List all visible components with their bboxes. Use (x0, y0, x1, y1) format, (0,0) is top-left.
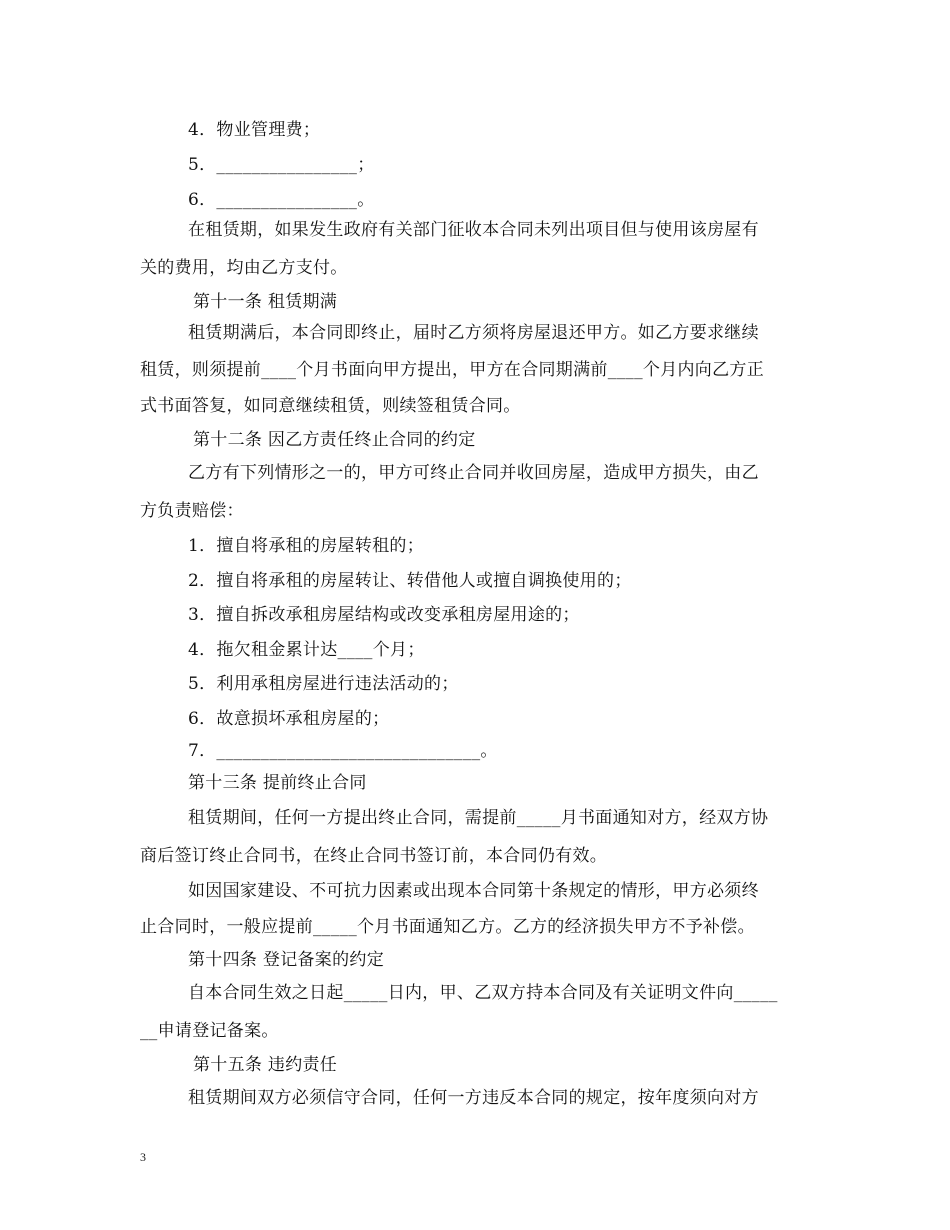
text-line: 如因国家建设、不可抗力因素或出现本合同第十条规定的情形，甲方必须终 (188, 881, 759, 901)
page-number: 3 (140, 1150, 146, 1164)
text-line: 方负责赔偿： (140, 501, 244, 521)
list-item: 3．擅自拆改承租房屋结构或改变承租房屋用途的； (188, 605, 580, 625)
section-heading: 第十二条 因乙方责任终止合同的约定 (193, 430, 476, 450)
section-heading: 第十一条 租赁期满 (193, 292, 338, 312)
list-item: 6．故意损坏承租房屋的； (188, 709, 390, 729)
text-line: 5．________________； (188, 155, 375, 175)
list-item: 4．拖欠租金累计达____个月； (188, 640, 425, 660)
text-line: 乙方有下列情形之一的，甲方可终止合同并收回房屋，造成甲方损失，由乙 (188, 463, 759, 483)
section-heading: 第十五条 违约责任 (193, 1055, 338, 1075)
list-item: 2．擅自将承租的房屋转让、转借他人或擅自调换使用的； (188, 571, 632, 591)
text-line: 在租赁期，如果发生政府有关部门征收本合同未列出项目但与使用该房屋有 (188, 220, 759, 240)
text-line: 止合同时，一般应提前_____个月书面通知乙方。乙方的经济损失甲方不予补偿。 (140, 917, 755, 937)
text-line: 租赁，则须提前____个月书面向甲方提出，甲方在合同期满前____个月内向乙方正 (140, 360, 764, 380)
text-line: 自本合同生效之日起_____日内，甲、乙双方持本合同及有关证明文件向_____ (188, 983, 778, 1003)
list-item: 1．擅自将承租的房屋转租的； (188, 536, 425, 556)
text-line: 租赁期间，任何一方提出终止合同，需提前_____月书面通知对方，经双方协 (188, 808, 769, 828)
text-line: 式书面答复，如同意继续租赁，则续签租赁合同。 (140, 396, 521, 416)
section-heading: 第十四条 登记备案的约定 (188, 950, 385, 970)
text-line: 关的费用，均由乙方支付。 (140, 258, 348, 278)
section-heading: 第十三条 提前终止合同 (188, 773, 367, 793)
text-line: 商后签订终止合同书，在终止合同书签订前，本合同仍有效。 (140, 846, 608, 866)
text-line: __申请登记备案。 (140, 1021, 279, 1041)
list-item: 7．______________________________。 (188, 741, 498, 761)
text-line: 租赁期间双方必须信守合同，任何一方违反本合同的规定，按年度须向对方 (188, 1088, 759, 1108)
text-line: 租赁期满后，本合同即终止，届时乙方须将房屋退还甲方。如乙方要求继续 (188, 323, 759, 343)
text-line: 6．________________。 (188, 190, 375, 210)
text-line: 4．物业管理费； (188, 120, 321, 140)
list-item: 5．利用承租房屋进行违法活动的； (188, 674, 459, 694)
